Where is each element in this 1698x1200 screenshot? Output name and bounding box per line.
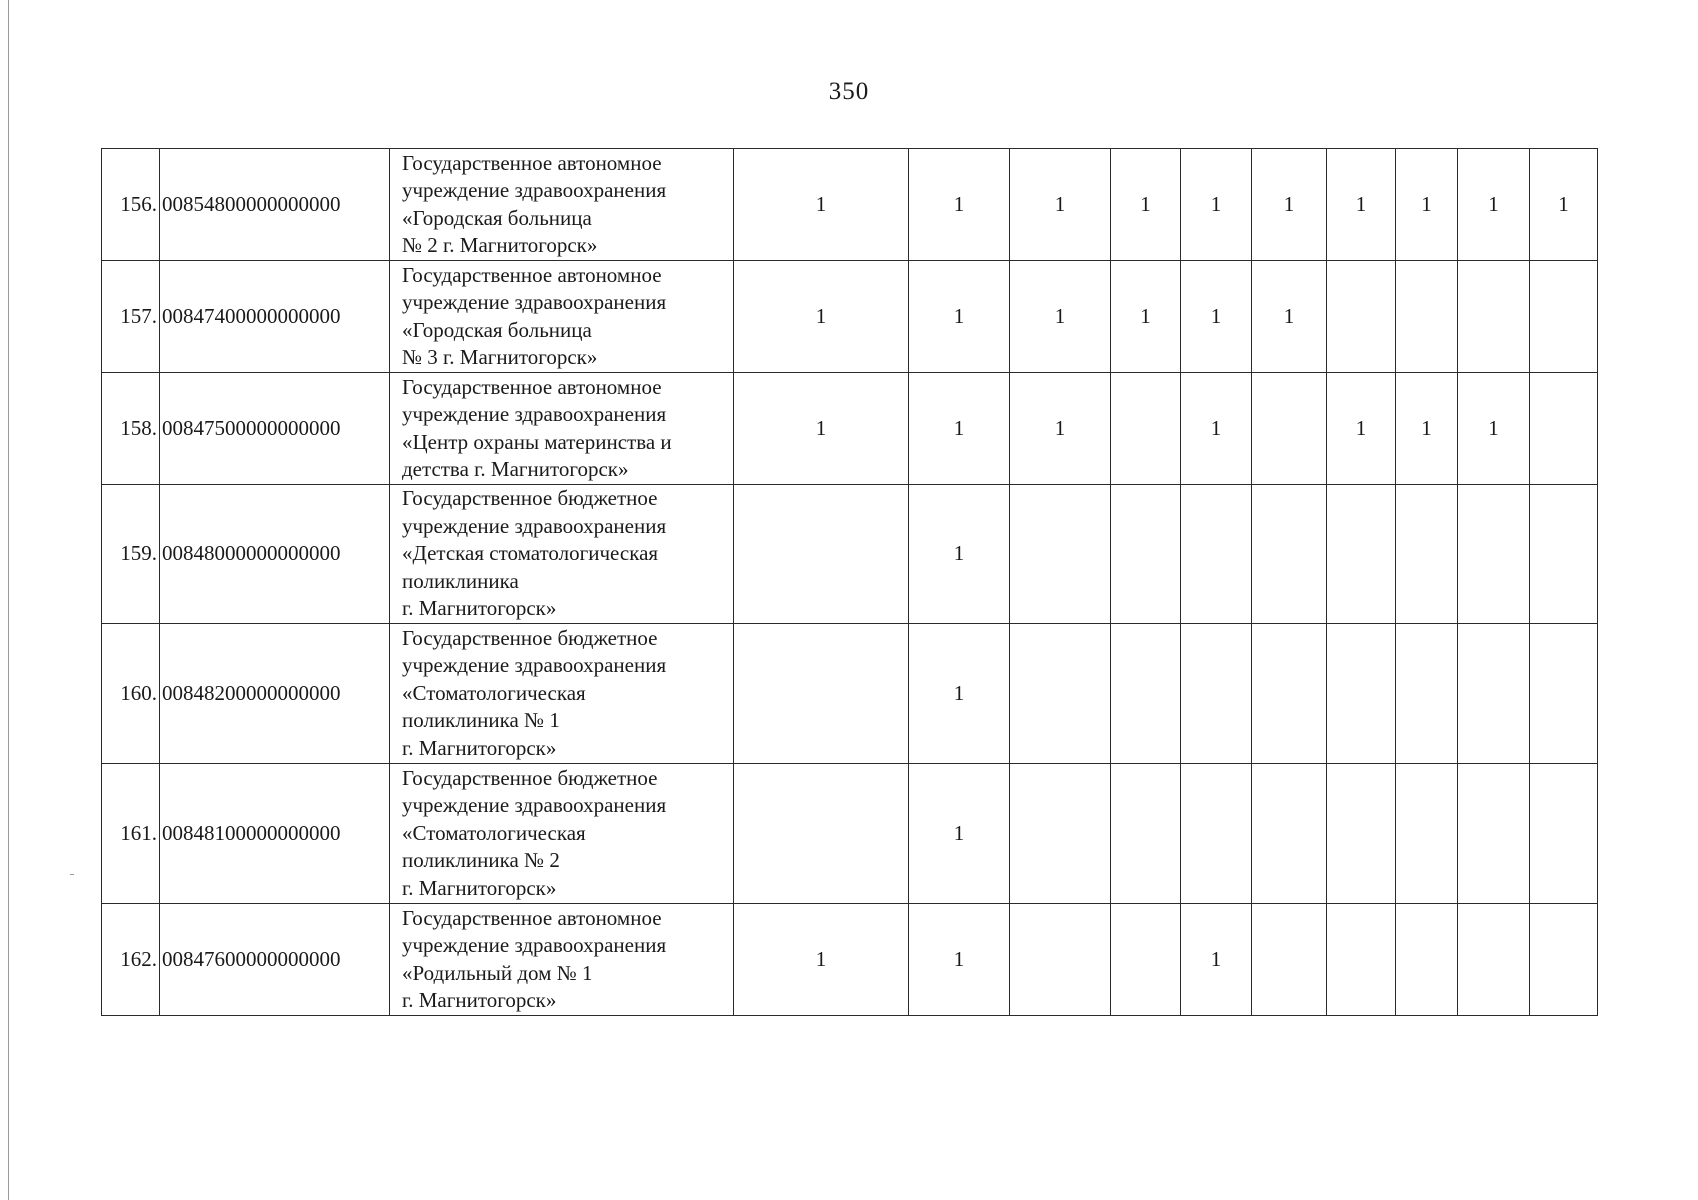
mark-cell-1	[734, 485, 909, 624]
mark-cell-6	[1252, 624, 1327, 764]
mark-cell-7	[1327, 261, 1396, 373]
organization-name-line: Государственное бюджетное	[402, 625, 658, 650]
mark-cell-5	[1181, 485, 1252, 624]
organization-name-line: учреждение здравоохранения	[402, 513, 667, 538]
mark-cell-10	[1530, 764, 1598, 904]
organization-name-line: г. Магнитогорск»	[402, 988, 557, 1012]
mark-cell-2: 1	[909, 149, 1010, 261]
organization-code: 00847400000000000	[160, 261, 390, 373]
organization-name-line: «Детская стоматологическая	[402, 541, 659, 566]
mark-cell-7: 1	[1327, 373, 1396, 485]
mark-cell-5: 1	[1181, 904, 1252, 1016]
mark-cell-5: 1	[1181, 149, 1252, 261]
organization-name-line: Государственное автономное	[402, 150, 662, 175]
mark-cell-2: 1	[909, 261, 1010, 373]
mark-cell-6	[1252, 904, 1327, 1016]
mark-cell-4	[1111, 373, 1181, 485]
mark-cell-1: 1	[734, 373, 909, 485]
mark-cell-1	[734, 764, 909, 904]
mark-cell-10	[1530, 261, 1598, 373]
organization-code: 00847500000000000	[160, 373, 390, 485]
mark-cell-7	[1327, 485, 1396, 624]
mark-cell-6	[1252, 764, 1327, 904]
mark-cell-5	[1181, 624, 1252, 764]
organization-name-line: Государственное автономное	[402, 905, 662, 930]
mark-cell-8	[1396, 485, 1458, 624]
mark-cell-10	[1530, 485, 1598, 624]
mark-cell-3: 1	[1010, 261, 1111, 373]
organization-code: 00847600000000000	[160, 904, 390, 1016]
row-number: 159.	[102, 485, 160, 624]
organization-name-line: учреждение здравоохранения	[402, 290, 667, 314]
mark-cell-7	[1327, 904, 1396, 1016]
left-margin-line	[8, 0, 9, 1200]
mark-cell-3	[1010, 764, 1111, 904]
organization-name-line: поликлиника	[402, 568, 519, 593]
scan-mark	[70, 874, 74, 875]
table-row	[102, 373, 1598, 485]
mark-cell-1	[734, 624, 909, 764]
mark-cell-8	[1396, 904, 1458, 1016]
organization-name-line: Государственное бюджетное	[402, 486, 658, 511]
organization-name-line: № 3 г. Магнитогорск»	[402, 345, 598, 369]
organization-name-line: г. Магнитогорск»	[402, 596, 557, 621]
table-row	[102, 764, 1598, 904]
mark-cell-9	[1458, 261, 1530, 373]
mark-cell-5	[1181, 764, 1252, 904]
mark-cell-4: 1	[1111, 261, 1181, 373]
organization-code: 00848000000000000	[160, 485, 390, 624]
mark-cell-4	[1111, 904, 1181, 1016]
organization-name-line: поликлиника № 1	[402, 708, 560, 733]
organization-name-line: «Центр охраны материнства и	[402, 429, 672, 454]
mark-cell-10	[1530, 373, 1598, 485]
mark-cell-3: 1	[1010, 149, 1111, 261]
mark-cell-10	[1530, 904, 1598, 1016]
mark-cell-8: 1	[1396, 373, 1458, 485]
mark-cell-3	[1010, 624, 1111, 764]
mark-cell-9	[1458, 485, 1530, 624]
table-row	[102, 904, 1598, 1016]
organization-name	[390, 904, 734, 1016]
mark-cell-6: 1	[1252, 261, 1327, 373]
mark-cell-8	[1396, 261, 1458, 373]
row-number: 161.	[102, 764, 160, 904]
mark-cell-6	[1252, 485, 1327, 624]
organization-name-line: поликлиника № 2	[402, 848, 560, 873]
mark-cell-2: 1	[909, 624, 1010, 764]
mark-cell-1: 1	[734, 261, 909, 373]
organization-name-line: «Городская больница	[402, 205, 592, 230]
organization-name-line: учреждение здравоохранения	[402, 402, 667, 426]
mark-cell-9: 1	[1458, 149, 1530, 261]
page-number: 350	[828, 78, 870, 105]
mark-cell-3	[1010, 904, 1111, 1016]
organization-name-line: учреждение здравоохранения	[402, 933, 667, 957]
table-row	[102, 485, 1598, 624]
row-number: 157.	[102, 261, 160, 373]
table-row	[102, 624, 1598, 764]
organization-name-line: «Стоматологическая	[402, 680, 586, 705]
organization-name-line: «Стоматологическая	[402, 820, 586, 845]
mark-cell-6	[1252, 373, 1327, 485]
organization-code: 00848200000000000	[160, 624, 390, 764]
table-row	[102, 149, 1598, 261]
mark-cell-8	[1396, 624, 1458, 764]
mark-cell-9	[1458, 904, 1530, 1016]
row-number: 162.	[102, 904, 160, 1016]
mark-cell-1: 1	[734, 904, 909, 1016]
table-row	[102, 261, 1598, 373]
organization-name-line: «Городская больница	[402, 317, 592, 342]
organization-name-line: г. Магнитогорск»	[402, 735, 557, 760]
row-number: 158.	[102, 373, 160, 485]
organization-name	[390, 485, 734, 624]
mark-cell-9	[1458, 764, 1530, 904]
registry-table-body	[102, 149, 1598, 1016]
mark-cell-10	[1530, 624, 1598, 764]
organization-name-line: «Родильный дом № 1	[402, 960, 593, 985]
organization-name-line: учреждение здравоохранения	[402, 793, 667, 818]
mark-cell-3: 1	[1010, 373, 1111, 485]
mark-cell-2: 1	[909, 373, 1010, 485]
mark-cell-4: 1	[1111, 149, 1181, 261]
organization-name	[390, 624, 734, 764]
organization-name-line: детства г. Магнитогорск»	[402, 457, 629, 481]
mark-cell-3	[1010, 485, 1111, 624]
organization-name-line: № 2 г. Магнитогорск»	[402, 233, 598, 257]
registry-table	[101, 148, 1598, 1016]
organization-name	[390, 149, 734, 261]
mark-cell-2: 1	[909, 485, 1010, 624]
row-number: 156.	[102, 149, 160, 261]
organization-name	[390, 764, 734, 904]
mark-cell-7	[1327, 764, 1396, 904]
mark-cell-7	[1327, 624, 1396, 764]
mark-cell-5: 1	[1181, 261, 1252, 373]
mark-cell-4	[1111, 764, 1181, 904]
organization-name-line: учреждение здравоохранения	[402, 178, 667, 202]
mark-cell-1: 1	[734, 149, 909, 261]
mark-cell-4	[1111, 485, 1181, 624]
organization-name-line: Государственное бюджетное	[402, 765, 658, 790]
mark-cell-4	[1111, 624, 1181, 764]
organization-name-line: Государственное автономное	[402, 262, 662, 287]
organization-name	[390, 261, 734, 373]
organization-code: 00848100000000000	[160, 764, 390, 904]
row-number: 160.	[102, 624, 160, 764]
organization-name-line: г. Магнитогорск»	[402, 875, 557, 900]
mark-cell-5: 1	[1181, 373, 1252, 485]
mark-cell-8	[1396, 764, 1458, 904]
organization-code: 00854800000000000	[160, 149, 390, 261]
organization-name-line: учреждение здравоохранения	[402, 653, 667, 678]
organization-name	[390, 373, 734, 485]
mark-cell-7: 1	[1327, 149, 1396, 261]
mark-cell-9	[1458, 624, 1530, 764]
mark-cell-9: 1	[1458, 373, 1530, 485]
mark-cell-2: 1	[909, 764, 1010, 904]
mark-cell-10: 1	[1530, 149, 1598, 261]
mark-cell-8: 1	[1396, 149, 1458, 261]
mark-cell-6: 1	[1252, 149, 1327, 261]
organization-name-line: Государственное автономное	[402, 374, 662, 399]
mark-cell-2: 1	[909, 904, 1010, 1016]
